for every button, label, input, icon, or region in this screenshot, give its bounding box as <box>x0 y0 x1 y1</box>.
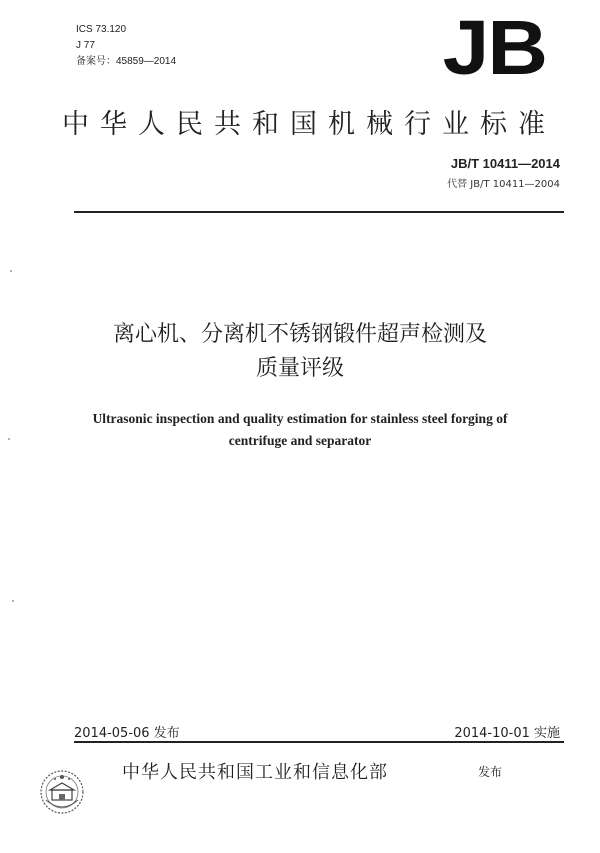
scan-speck <box>10 270 12 272</box>
issue-date: 2014-05-06 发布 <box>74 726 180 741</box>
classification-code: J 77 <box>76 40 95 51</box>
title-cn-line-1: 离心机、分离机不锈钢锻件超声检测及 <box>112 322 487 347</box>
standard-number: JB/T 10411—2014 <box>450 156 560 171</box>
jb-logo: JB <box>442 4 546 91</box>
publisher-name: 中华人民共和国工业和信息化部 <box>122 762 388 783</box>
scan-speck <box>8 438 10 440</box>
ics-code: ICS 73.120 <box>76 24 127 35</box>
top-divider <box>74 211 564 213</box>
document-title-cn <box>40 318 560 386</box>
standard-replaces: 代替 JB/T 10411—2004 <box>447 179 560 190</box>
record-number: 备案号：45859—2014 <box>76 56 177 67</box>
title-en-line-2: centrifuge and separator <box>228 433 372 448</box>
org-title: 中华人民共和国机械行业标准 <box>62 109 556 140</box>
title-cn-line-2: 质量评级 <box>255 356 344 381</box>
document-title-en <box>40 408 560 452</box>
publisher-suffix: 发布 <box>478 765 503 779</box>
bottom-divider <box>74 741 564 743</box>
implementation-date: 2014-10-01 实施 <box>454 726 560 741</box>
national-emblem-icon <box>38 768 86 816</box>
standard-metadata <box>76 22 176 70</box>
title-en-line-1: Ultrasonic inspection and quality estimation for stainless steel forging of <box>92 411 508 426</box>
scan-speck <box>12 600 14 602</box>
